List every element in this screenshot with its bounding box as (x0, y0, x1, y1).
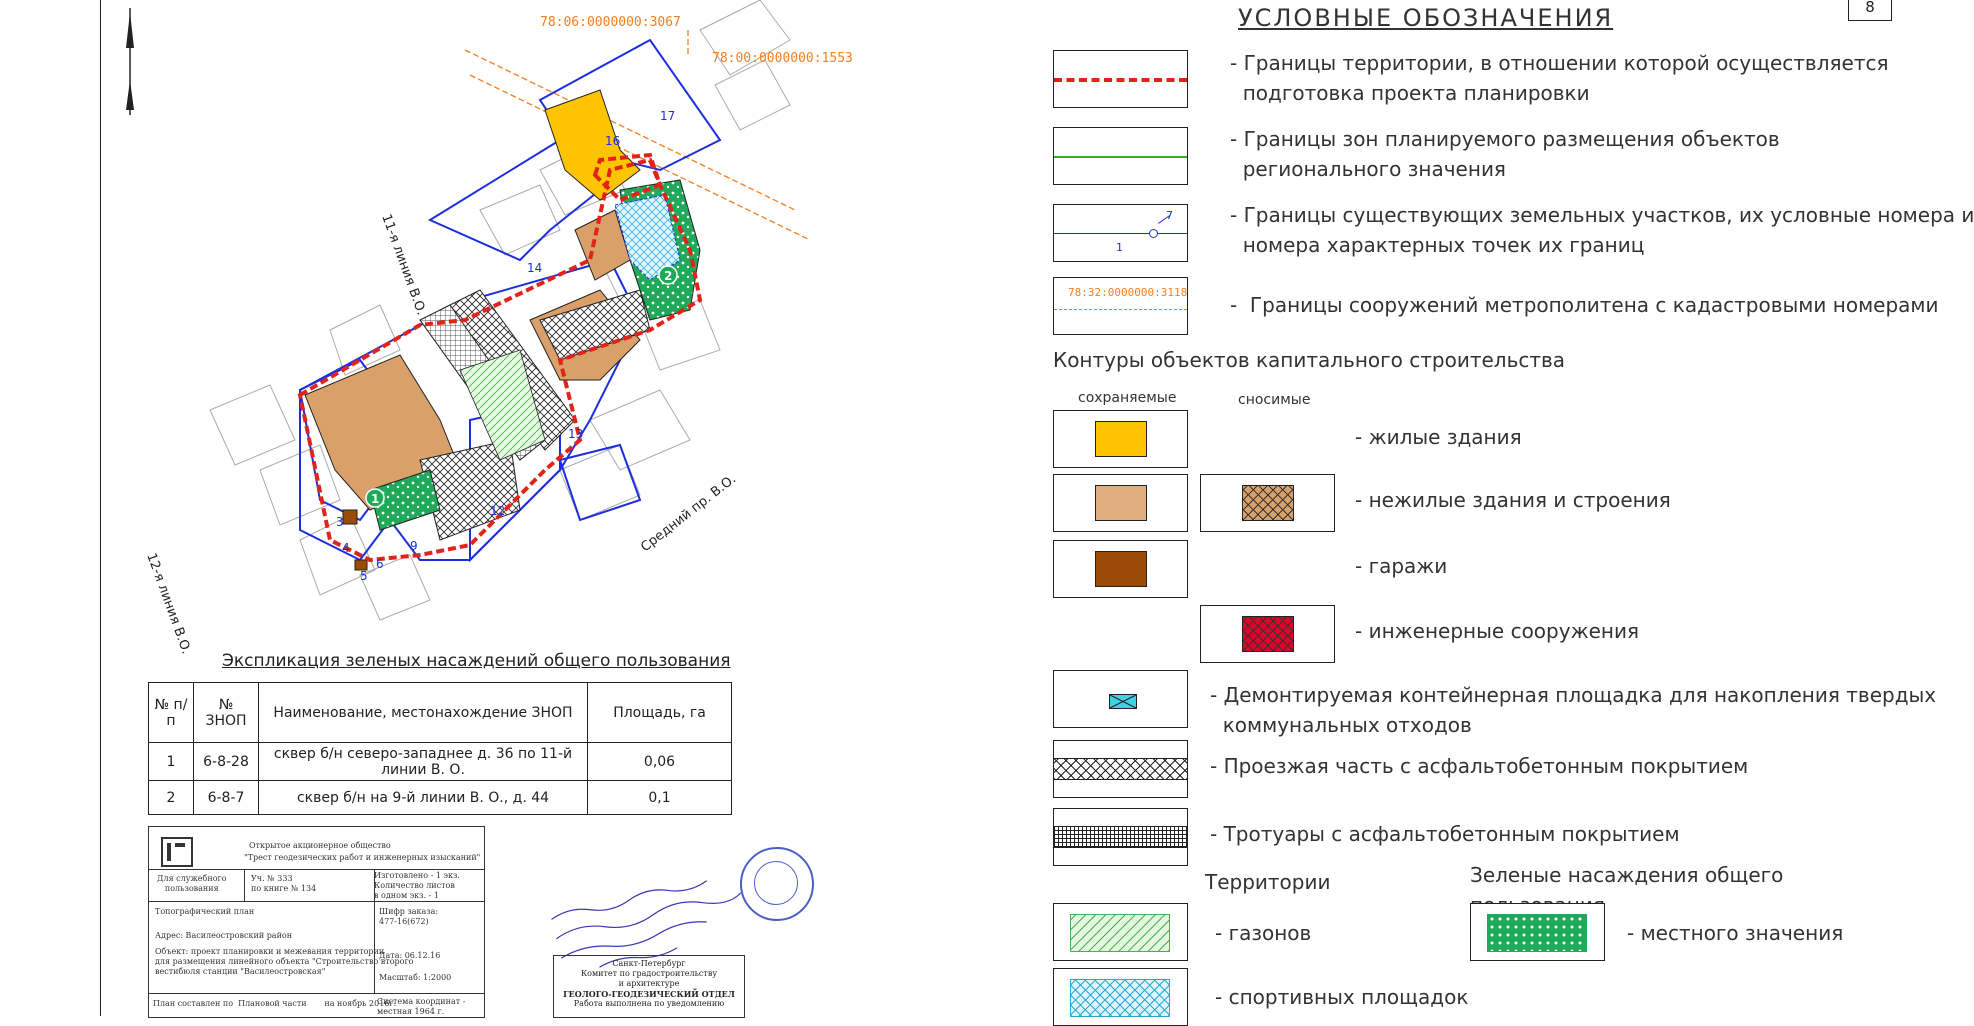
legend-swatch-garage (1095, 551, 1147, 587)
table-cell: сквер б/н на 9-й линии В. О., д. 44 (259, 781, 588, 815)
legend-swatch-planning-boundary (1053, 50, 1188, 108)
stamp-logo (161, 837, 193, 867)
site-map (0, 0, 860, 657)
stamp-plan: Топографический план (155, 907, 255, 916)
legend-text-lawn: - газонов (1215, 921, 1312, 945)
table-header: № ЗНОП (194, 683, 259, 743)
cadastral-label-1: 78:06:0000000:3067 (540, 15, 681, 30)
title-stamp (148, 826, 485, 1018)
legend-sample-plot: 1 (1116, 241, 1123, 254)
legend-text-regional-zone: - Границы зон планируемого размещения объектов регионального значения (1230, 127, 1780, 181)
legend-box-garage (1053, 540, 1188, 598)
table-cell: 2 (149, 781, 194, 815)
legend-swatch-local-green (1487, 914, 1587, 952)
plot-number: 5 (360, 569, 368, 583)
official-seal (740, 847, 814, 921)
legend-text-engineering: - инженерные сооружения (1355, 619, 1640, 643)
north-arrow (126, 8, 134, 115)
znop-marker-1-label: 1 (371, 492, 380, 506)
legend-text-sports: - спортивных площадок (1215, 985, 1469, 1009)
legend-sample-point: 7 (1166, 209, 1173, 222)
street-label: 12-я линия В.О. (143, 551, 194, 657)
legend-territories-header: Территории (1205, 870, 1331, 894)
street-label: 11-я линия В.О. (378, 212, 429, 318)
legend-sample-cadastral: 78:32:0000000:3118 (1068, 286, 1188, 299)
legend-text-sidewalk: - Тротуары с асфальтобетонным покрытием (1210, 822, 1680, 846)
stamp-reg: Уч. № 333 по книге № 134 (251, 874, 317, 893)
table-cell: 0,06 (588, 743, 732, 781)
legend-text-land-plots: - Границы существующих земельных участков, их условные номера и номера характерных точек их границ (1230, 203, 1974, 257)
explication-title: Экспликация зеленых насаждений общего пользования (222, 651, 731, 671)
legend-swatch-sports (1070, 979, 1170, 1017)
building-residential (545, 90, 640, 200)
legend-text-local-green: - местного значения (1627, 921, 1844, 945)
map-area (0, 0, 860, 657)
legend-swatch-nonres (1095, 485, 1147, 521)
legend-swatch-metro (1053, 277, 1188, 335)
legend-box-residential (1053, 410, 1188, 468)
approval-work: Работа выполнена по уведомлению (573, 999, 725, 1008)
plot-number: 3 (336, 515, 344, 529)
table-header: Наименование, местонахождение ЗНОП (259, 683, 588, 743)
legend-swatch-nonres-demolish (1242, 485, 1294, 521)
plot-number: 12 (490, 504, 506, 518)
approval-city: Санкт-Петербург (612, 959, 686, 968)
explication-table (148, 682, 732, 815)
street-label: Средний пр. В.О. (638, 471, 740, 556)
page-number-box (1848, 0, 1892, 21)
znop-marker-2-label: 2 (664, 269, 673, 283)
legend-swatch-regional-zone (1053, 127, 1188, 185)
table-cell: 6-8-7 (194, 781, 259, 815)
legend-text-residential: - жилые здания (1355, 425, 1522, 449)
legend-text-metro: - Границы сооружений метрополитена с кадастровыми номерами (1230, 293, 1939, 317)
approval-stamp (553, 955, 745, 1018)
stamp-made: План составлен по Плановой части на ноябрь 2016г. (153, 999, 397, 1008)
legend-box-nonres-demolish (1200, 474, 1335, 532)
stamp-object: Объект: проект планировки и межевания территории для размещения линейного объекта "Строительство второго вестибюля станции "Василеостровская" (155, 947, 414, 976)
legend-box-local-green (1470, 903, 1605, 961)
stamp-use: Для служебного пользования (157, 874, 227, 893)
legend-box-engineering (1200, 605, 1335, 663)
stamp-order: Шифр заказа: 477-16(672) (379, 907, 439, 926)
legend-text-nonres: - нежилые здания и строения (1355, 488, 1671, 512)
plot-number: 16 (605, 134, 621, 148)
legend-text-planning-boundary: - Границы территории, в отношении которой осуществляется подготовка проекта планировки (1230, 51, 1889, 105)
table-cell: 6-8-28 (194, 743, 259, 781)
plot-number: 9 (410, 539, 418, 553)
table-cell: сквер б/н северо-западнее д. 36 по 11-й линии В. О. (259, 743, 588, 781)
legend-capital-header: Контуры объектов капитального строительства (1053, 348, 1566, 372)
stamp-date: Дата: 06.12.16 (379, 951, 441, 960)
legend-box-roadway (1053, 740, 1188, 798)
legend-title: УСЛОВНЫЕ ОБОЗНАЧЕНИЯ (1238, 4, 1614, 32)
stamp-scale: Масштаб: 1:2000 (379, 973, 452, 982)
legend-text-container: - Демонтируемая контейнерная площадка для накопления твердых коммунальных отходов (1210, 683, 1937, 737)
legend-swatch-lawn (1070, 914, 1170, 952)
legend-text-garage: - гаражи (1355, 554, 1448, 578)
table-header: Площадь, га (588, 683, 732, 743)
table-row (149, 743, 732, 781)
legend-swatch-engineering (1242, 616, 1294, 652)
garage (343, 510, 357, 524)
legend-swatch-sidewalk (1054, 826, 1187, 848)
stamp-system: Система координат - местная 1964 г. (377, 997, 466, 1016)
page-number: 8 (1865, 0, 1875, 16)
plot-number: 4 (342, 541, 350, 555)
legend-box-container (1053, 670, 1188, 728)
plot-number: 6 (376, 557, 384, 571)
plot-number: 13 (568, 427, 584, 441)
stamp-copies: Изготовлено - 1 экз. Количество листов в одном экз. - 1 (374, 871, 460, 900)
table-cell: 0,1 (588, 781, 732, 815)
plot-number: 17 (660, 109, 676, 123)
table-cell: 1 (149, 743, 194, 781)
legend-box-nonres-keep (1053, 474, 1188, 532)
stamp-address: Адрес: Василеостровский район (155, 931, 293, 940)
approval-dept: ГЕОЛОГО-ГЕОДЕЗИЧЕСКИЙ ОТДЕЛ (563, 989, 735, 999)
legend-swatch-residential (1095, 421, 1147, 457)
table-header: № п/п (149, 683, 194, 743)
stamp-company-name: "Трест геодезических работ и инженерных изысканий" (244, 853, 481, 862)
stamp-company: Открытое акционерное общество (249, 841, 391, 850)
legend-text-roadway: - Проезжая часть с асфальтобетонным покрытием (1210, 754, 1749, 778)
cadastral-label-2: 78:00:0000000:1553 (712, 51, 853, 66)
legend-col-demolish: сносимые (1238, 392, 1311, 408)
legend-col-keep: сохраняемые (1078, 390, 1177, 406)
legend-box-lawn (1053, 903, 1188, 961)
table-row (149, 781, 732, 815)
legend-box-sports (1053, 968, 1188, 1026)
legend-swatch-land-plots (1053, 204, 1188, 262)
legend-swatch-roadway (1054, 758, 1187, 780)
approval-committee: Комитет по градостроительству и архитектуре (580, 969, 718, 988)
container-icon (1109, 694, 1137, 709)
plot-number: 14 (527, 261, 543, 275)
legend-green-header: Зеленые насаждения общего (1470, 863, 1784, 887)
legend-box-sidewalk (1053, 808, 1188, 866)
